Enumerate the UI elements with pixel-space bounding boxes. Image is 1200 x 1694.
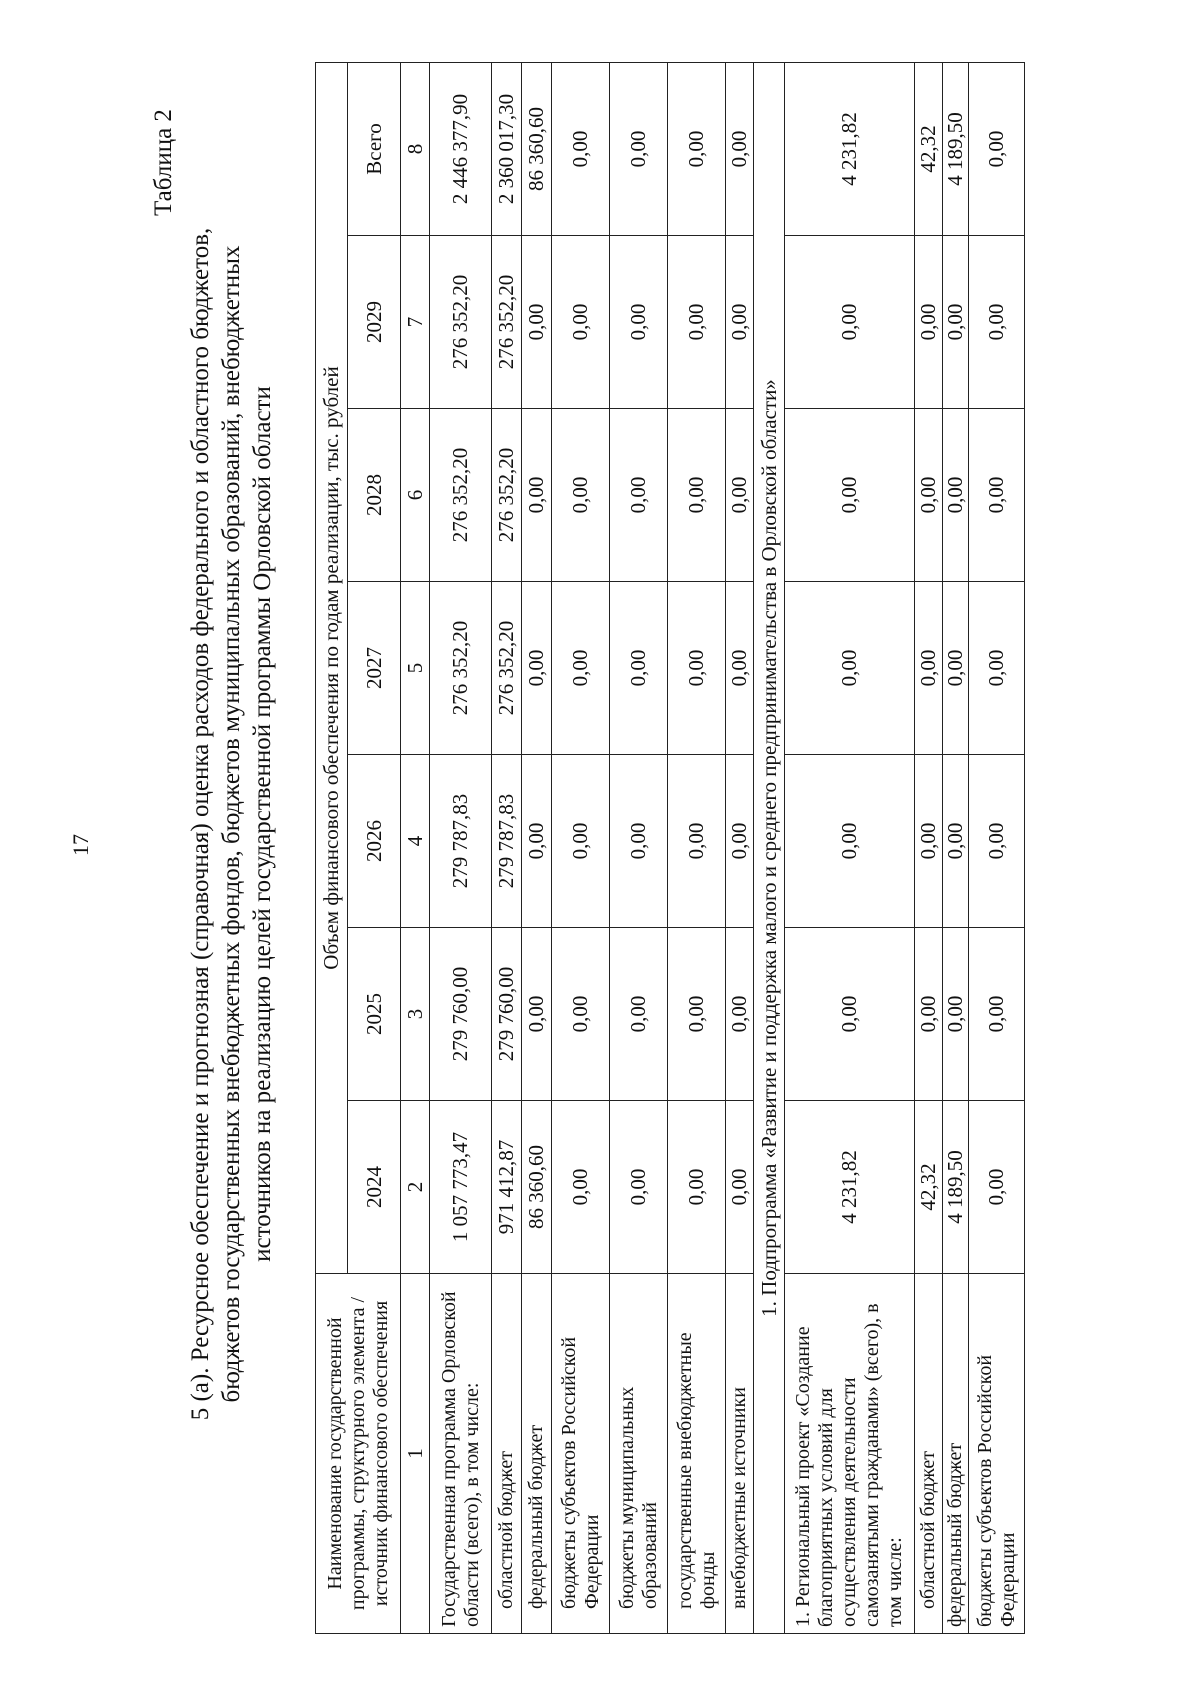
- value-cell: 0,00: [969, 1101, 1025, 1274]
- header-name-cell: Наименование государственной программы, структурного элемента / источник финансового обеспечения: [316, 1274, 401, 1634]
- value-cell: 0,00: [668, 63, 726, 236]
- index-cell: 1: [401, 1274, 430, 1634]
- value-cell: 0,00: [785, 928, 915, 1101]
- table-row: [726, 63, 754, 1634]
- section-title: 1. Подпрограмма «Развитие и поддержка малого и среднего предпринимательства в Орловской области»: [754, 63, 785, 1634]
- value-cell: 971 412,87: [492, 1101, 522, 1274]
- year-header: 2028: [348, 409, 401, 582]
- year-header: 2027: [348, 582, 401, 755]
- value-cell: 0,00: [915, 582, 943, 755]
- value-cell: 279 787,83: [492, 755, 522, 928]
- table-row: [522, 63, 552, 1634]
- year-header: 2025: [348, 928, 401, 1101]
- table-row: [969, 63, 1025, 1634]
- table-row: [915, 63, 943, 1634]
- header-row: [316, 63, 348, 1634]
- table-row: [668, 63, 726, 1634]
- value-cell: 0,00: [726, 236, 754, 409]
- value-cell: 0,00: [943, 409, 969, 582]
- value-cell: 0,00: [969, 409, 1025, 582]
- title-line: бюджетов государственных внебюджетных фондов, бюджетов муниципальных образований, внебюджетных: [218, 245, 245, 1403]
- value-cell: 0,00: [726, 582, 754, 755]
- value-cell: 0,00: [610, 409, 668, 582]
- value-cell: 0,00: [668, 928, 726, 1101]
- value-cell: 0,00: [552, 63, 610, 236]
- value-cell: 0,00: [915, 236, 943, 409]
- row-label: бюджеты субъектов Российской Федерации: [969, 1274, 1025, 1634]
- value-cell: 86 360,60: [522, 63, 552, 236]
- table-row: [430, 63, 492, 1634]
- value-cell: 4 189,50: [943, 63, 969, 236]
- value-cell: 0,00: [668, 409, 726, 582]
- value-cell: 0,00: [726, 755, 754, 928]
- row-label: Государственная программа Орловской области (всего), в том числе:: [430, 1274, 492, 1634]
- table-row: [785, 63, 915, 1634]
- row-label: областной бюджет: [915, 1274, 943, 1634]
- index-cell: 8: [401, 63, 430, 236]
- value-cell: 0,00: [522, 582, 552, 755]
- index-cell: 4: [401, 755, 430, 928]
- value-cell: 1 057 773,47: [430, 1101, 492, 1274]
- row-label: бюджеты субъектов Российской Федерации: [552, 1274, 610, 1634]
- value-cell: 0,00: [522, 409, 552, 582]
- value-cell: 0,00: [552, 409, 610, 582]
- value-cell: 0,00: [969, 236, 1025, 409]
- value-cell: 0,00: [969, 928, 1025, 1101]
- value-cell: 0,00: [969, 755, 1025, 928]
- index-cell: 2: [401, 1101, 430, 1274]
- value-cell: 0,00: [668, 755, 726, 928]
- value-cell: 0,00: [943, 928, 969, 1101]
- value-cell: 0,00: [915, 755, 943, 928]
- value-cell: 0,00: [726, 928, 754, 1101]
- title-line: 5 (а). Ресурсное обеспечение и прогнозная (справочная) оценка расходов федерального и областного бюджетов,: [187, 227, 214, 1421]
- value-cell: 0,00: [668, 236, 726, 409]
- value-cell: 0,00: [726, 1101, 754, 1274]
- value-cell: 0,00: [915, 409, 943, 582]
- value-cell: 276 352,20: [430, 409, 492, 582]
- value-cell: 0,00: [785, 409, 915, 582]
- row-label: областной бюджет: [492, 1274, 522, 1634]
- row-label: государственные внебюджетные фонды: [668, 1274, 726, 1634]
- value-cell: 276 352,20: [492, 236, 522, 409]
- index-cell: 7: [401, 236, 430, 409]
- value-cell: 0,00: [552, 1101, 610, 1274]
- index-cell: 5: [401, 582, 430, 755]
- value-cell: 0,00: [668, 582, 726, 755]
- value-cell: 279 760,00: [492, 928, 522, 1101]
- value-cell: 276 352,20: [430, 582, 492, 755]
- row-label: бюджеты муниципальных образований: [610, 1274, 668, 1634]
- value-cell: 279 787,83: [430, 755, 492, 928]
- section-row: [754, 63, 785, 1634]
- year-header: 2026: [348, 755, 401, 928]
- document-title: [185, 84, 278, 1564]
- row-label: внебюджетные источники: [726, 1274, 754, 1634]
- page-number: 17: [68, 834, 93, 856]
- value-cell: 0,00: [552, 236, 610, 409]
- row-label: федеральный бюджет: [943, 1274, 969, 1634]
- title-line: источников на реализацию целей государственной программы Орловской области: [249, 386, 276, 1262]
- value-cell: 0,00: [969, 582, 1025, 755]
- value-cell: 4 231,82: [785, 63, 915, 236]
- value-cell: 0,00: [943, 582, 969, 755]
- value-cell: 0,00: [915, 928, 943, 1101]
- year-header: 2029: [348, 236, 401, 409]
- value-cell: 42,32: [915, 63, 943, 236]
- value-cell: 276 352,20: [430, 236, 492, 409]
- value-cell: 0,00: [610, 236, 668, 409]
- value-cell: 2 360 017,30: [492, 63, 522, 236]
- resource-table: [315, 62, 1025, 1634]
- row-label: федеральный бюджет: [522, 1274, 552, 1634]
- value-cell: 276 352,20: [492, 582, 522, 755]
- value-cell: 0,00: [785, 582, 915, 755]
- index-cell: 6: [401, 409, 430, 582]
- value-cell: 276 352,20: [492, 409, 522, 582]
- value-cell: 0,00: [610, 582, 668, 755]
- value-cell: 0,00: [552, 582, 610, 755]
- value-cell: 0,00: [522, 236, 552, 409]
- value-cell: 0,00: [785, 755, 915, 928]
- value-cell: 4 231,82: [785, 1101, 915, 1274]
- value-cell: 2 446 377,90: [430, 63, 492, 236]
- row-label: 1. Региональный проект «Создание благоприятных условий для осуществления деятельности самозанятыми гражданами» (всего), в том числе:: [785, 1274, 915, 1634]
- value-cell: 0,00: [785, 236, 915, 409]
- year-header: 2024: [348, 1101, 401, 1274]
- value-cell: 0,00: [726, 63, 754, 236]
- value-cell: 0,00: [969, 63, 1025, 236]
- index-row: [401, 63, 430, 1634]
- table-row: [943, 63, 969, 1634]
- value-cell: 0,00: [943, 755, 969, 928]
- total-header: Всего: [348, 63, 401, 236]
- value-cell: 0,00: [522, 928, 552, 1101]
- table-row: [552, 63, 610, 1634]
- value-cell: 0,00: [552, 928, 610, 1101]
- value-cell: 0,00: [610, 755, 668, 928]
- value-cell: 0,00: [943, 236, 969, 409]
- value-cell: 0,00: [610, 63, 668, 236]
- value-cell: 0,00: [668, 1101, 726, 1274]
- value-cell: 4 189,50: [943, 1101, 969, 1274]
- index-cell: 3: [401, 928, 430, 1101]
- header-group-cell: Объем финансового обеспечения по годам реализации, тыс. рублей: [316, 63, 348, 1274]
- value-cell: 42,32: [915, 1101, 943, 1274]
- value-cell: 0,00: [610, 1101, 668, 1274]
- value-cell: 0,00: [522, 755, 552, 928]
- value-cell: 279 760,00: [430, 928, 492, 1101]
- value-cell: 0,00: [552, 755, 610, 928]
- value-cell: 0,00: [610, 928, 668, 1101]
- table-row: [492, 63, 522, 1634]
- value-cell: 0,00: [726, 409, 754, 582]
- table-label: Таблица 2: [150, 109, 177, 216]
- table-row: [610, 63, 668, 1634]
- value-cell: 86 360,60: [522, 1101, 552, 1274]
